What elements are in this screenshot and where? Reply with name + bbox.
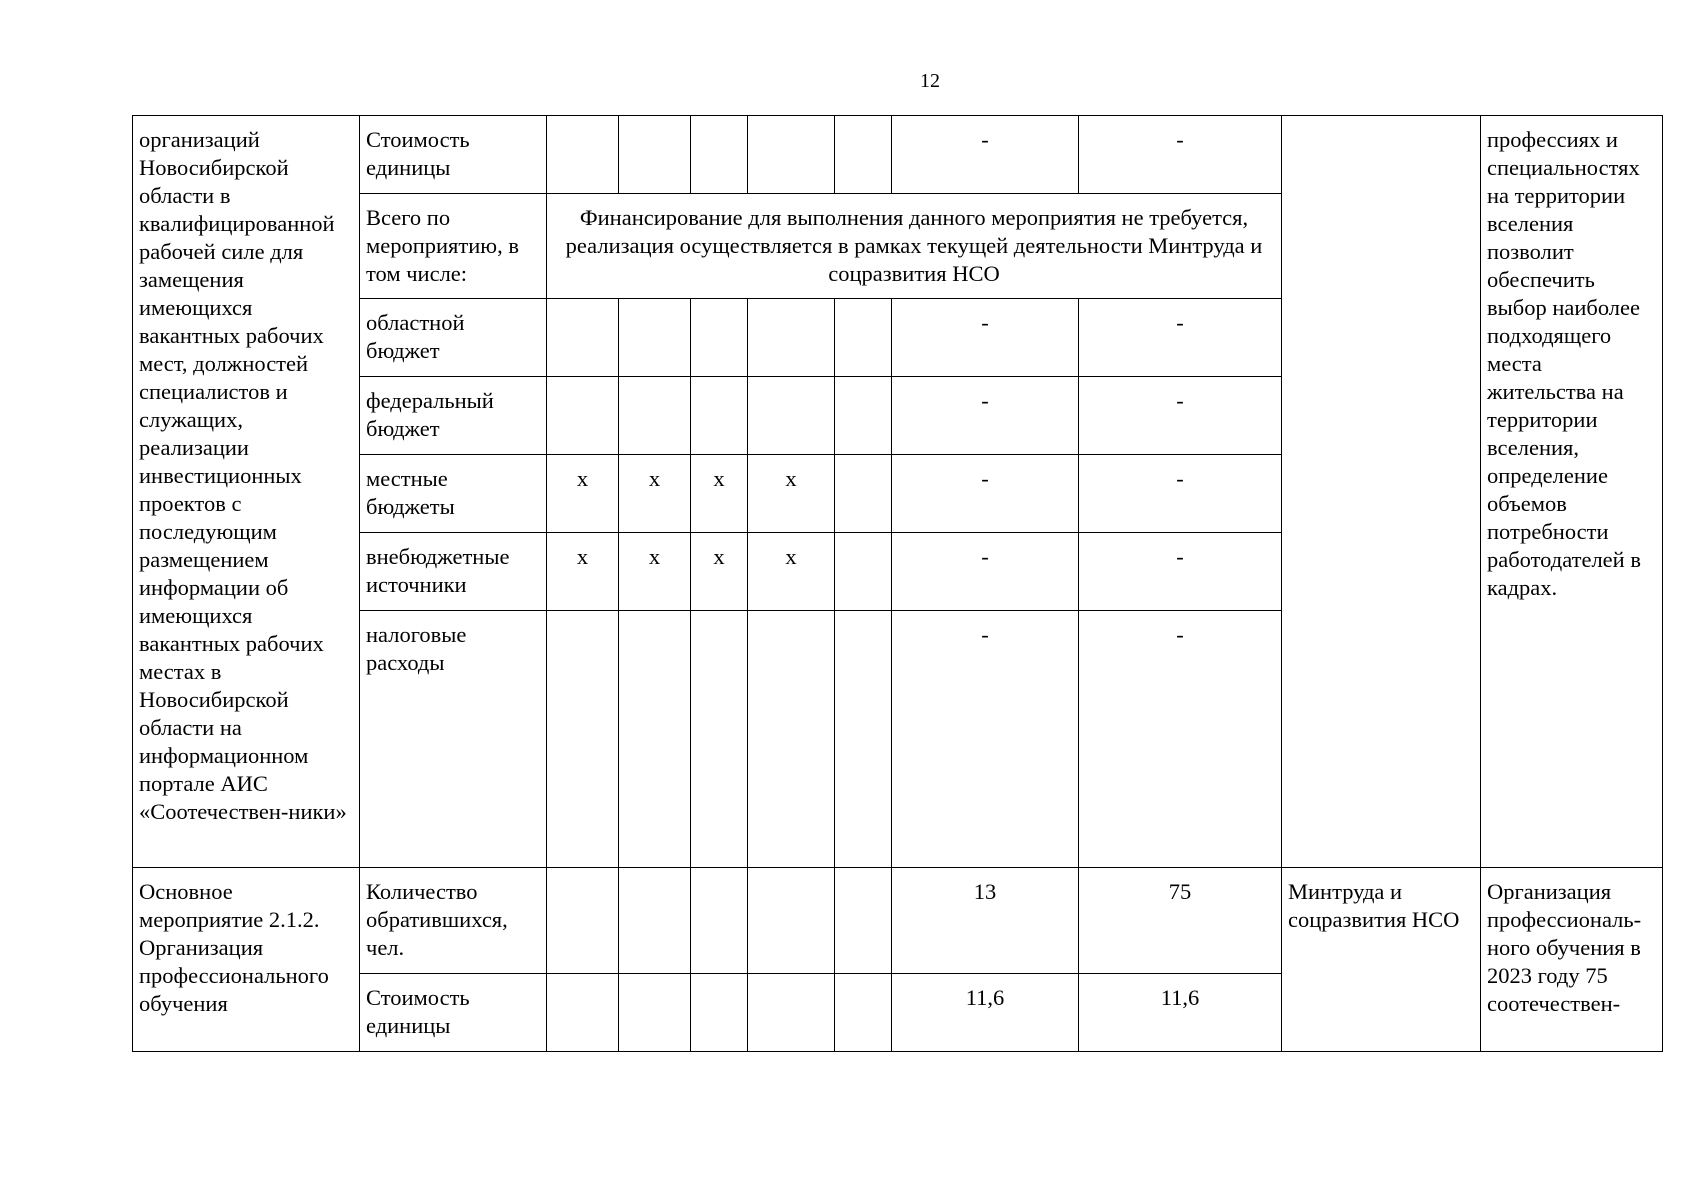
indicator-label: местные бюджеты bbox=[360, 455, 547, 533]
executor-cell: Минтруда и соцразвития НСО bbox=[1282, 868, 1481, 1052]
year-cell bbox=[547, 116, 619, 194]
value-cell: - bbox=[892, 116, 1079, 194]
year-cell bbox=[835, 377, 892, 455]
value-cell: - bbox=[1079, 116, 1282, 194]
year-cell bbox=[619, 377, 691, 455]
value-cell: 11,6 bbox=[892, 974, 1079, 1052]
year-cell: x bbox=[619, 533, 691, 611]
indicator-label: областной бюджет bbox=[360, 299, 547, 377]
year-cell bbox=[835, 974, 892, 1052]
value-cell: - bbox=[892, 377, 1079, 455]
value-cell: - bbox=[892, 611, 1079, 868]
year-cell bbox=[835, 868, 892, 974]
value-cell: - bbox=[1079, 611, 1282, 868]
indicator-label: Всего по мероприятию, в том числе: bbox=[360, 194, 547, 299]
year-cell bbox=[691, 974, 748, 1052]
year-cell bbox=[835, 299, 892, 377]
year-cell: x bbox=[547, 533, 619, 611]
financing-note: Финансирование для выполнения данного мероприятия не требуется, реализация осуществляется в рамках текущей деятельности Минтруда и соцразвития НСО bbox=[547, 194, 1282, 299]
executor-cell bbox=[1282, 116, 1481, 868]
year-cell bbox=[619, 299, 691, 377]
year-cell bbox=[748, 611, 835, 868]
program-table bbox=[132, 115, 1663, 1052]
year-cell bbox=[691, 299, 748, 377]
indicator-label: налоговые расходы bbox=[360, 611, 547, 868]
year-cell bbox=[835, 455, 892, 533]
year-cell bbox=[748, 377, 835, 455]
value-cell: - bbox=[1079, 299, 1282, 377]
year-cell bbox=[835, 116, 892, 194]
year-cell bbox=[619, 974, 691, 1052]
value-cell: 13 bbox=[892, 868, 1079, 974]
page-number: 12 bbox=[920, 70, 940, 92]
indicator-label: федеральный бюджет bbox=[360, 377, 547, 455]
value-cell: - bbox=[1079, 377, 1282, 455]
indicator-label: внебюджетные источники bbox=[360, 533, 547, 611]
indicator-label: Количество обратившихся, чел. bbox=[360, 868, 547, 974]
table-row bbox=[133, 116, 1663, 194]
year-cell bbox=[547, 868, 619, 974]
year-cell bbox=[619, 868, 691, 974]
year-cell bbox=[835, 611, 892, 868]
year-cell bbox=[619, 116, 691, 194]
year-cell: x bbox=[691, 533, 748, 611]
event-description-cell: организаций Новосибирской области в квалифицированной рабочей силе для замещения имеющихся вакантных рабочих мест, должностей специалистов и служащих, реализации инвестиционных проектов с последующим размещением информации об имеющихся вакантных рабочих местах в Новосибирской области на информационном портале АИС «Соотечествен-ники» bbox=[133, 116, 360, 868]
year-cell bbox=[691, 116, 748, 194]
indicator-label: Стоимость единицы bbox=[360, 116, 547, 194]
expected-result-cell: Организация профессиональ-ного обучения в 2023 году 75 соотечествен- bbox=[1481, 868, 1663, 1052]
year-cell bbox=[547, 377, 619, 455]
year-cell bbox=[619, 611, 691, 868]
expected-result-cell: профессиях и специальностях на территории вселения позволит обеспечить выбор наиболее подходящего места жительства на территории вселения, определение объемов потребности работодателей в кадрах. bbox=[1481, 116, 1663, 868]
year-cell bbox=[547, 299, 619, 377]
year-cell: x bbox=[748, 455, 835, 533]
year-cell: x bbox=[748, 533, 835, 611]
year-cell bbox=[835, 533, 892, 611]
value-cell: - bbox=[892, 455, 1079, 533]
year-cell bbox=[748, 299, 835, 377]
value-cell: 75 bbox=[1079, 868, 1282, 974]
table-row bbox=[133, 868, 1663, 974]
year-cell: x bbox=[547, 455, 619, 533]
value-cell: - bbox=[1079, 455, 1282, 533]
year-cell bbox=[748, 974, 835, 1052]
value-cell: - bbox=[892, 533, 1079, 611]
year-cell: x bbox=[691, 455, 748, 533]
year-cell bbox=[691, 611, 748, 868]
year-cell: x bbox=[619, 455, 691, 533]
value-cell: - bbox=[892, 299, 1079, 377]
event-description-cell: Основное мероприятие 2.1.2. Организация профессионального обучения bbox=[133, 868, 360, 1052]
year-cell bbox=[547, 974, 619, 1052]
year-cell bbox=[748, 116, 835, 194]
year-cell bbox=[547, 611, 619, 868]
year-cell bbox=[691, 868, 748, 974]
indicator-label: Стоимость единицы bbox=[360, 974, 547, 1052]
value-cell: - bbox=[1079, 533, 1282, 611]
year-cell bbox=[748, 868, 835, 974]
value-cell: 11,6 bbox=[1079, 974, 1282, 1052]
year-cell bbox=[691, 377, 748, 455]
